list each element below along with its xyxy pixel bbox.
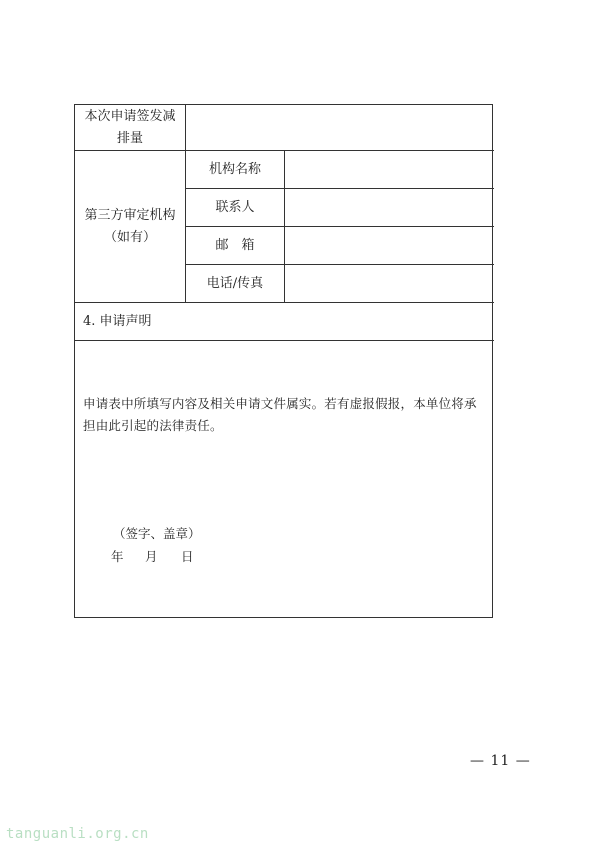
application-form-table <box>74 104 493 618</box>
agency-name-field[interactable] <box>285 151 493 188</box>
reduction-label-line2: 排量 <box>116 130 143 146</box>
reduction-label-line1: 本次申请签发减 <box>84 108 176 124</box>
third-party-label-line2: （如有） <box>103 229 156 245</box>
reduction-label-cell <box>75 105 185 150</box>
date-year: 年 <box>111 549 124 564</box>
reduction-value-field[interactable] <box>186 105 493 150</box>
declaration-heading: 4. 申请声明 <box>83 313 152 329</box>
contact-person-field[interactable] <box>285 189 493 226</box>
contact-person-label: 联系人 <box>215 199 255 215</box>
signature-label: （签字、盖章） <box>113 526 201 541</box>
declaration-text: 申请表中所填写内容及相关申请文件属实。若有虚报假报，本单位将承担由此引起的法律责任。 <box>83 396 477 433</box>
date-day: 日 <box>181 549 194 564</box>
email-field[interactable] <box>285 227 493 264</box>
watermark: tanguanli.org.cn <box>6 826 149 842</box>
row-divider <box>75 340 494 341</box>
email-label: 邮 箱 <box>215 237 255 253</box>
third-party-label-line1: 第三方审定机构 <box>84 207 176 223</box>
phone-fax-field[interactable] <box>285 265 493 302</box>
third-party-label-cell <box>75 151 185 302</box>
agency-name-label: 机构名称 <box>208 161 261 177</box>
phone-fax-label: 电话/传真 <box>206 275 264 291</box>
page-number: — 11 — <box>470 753 531 769</box>
date-month: 月 <box>145 549 158 564</box>
